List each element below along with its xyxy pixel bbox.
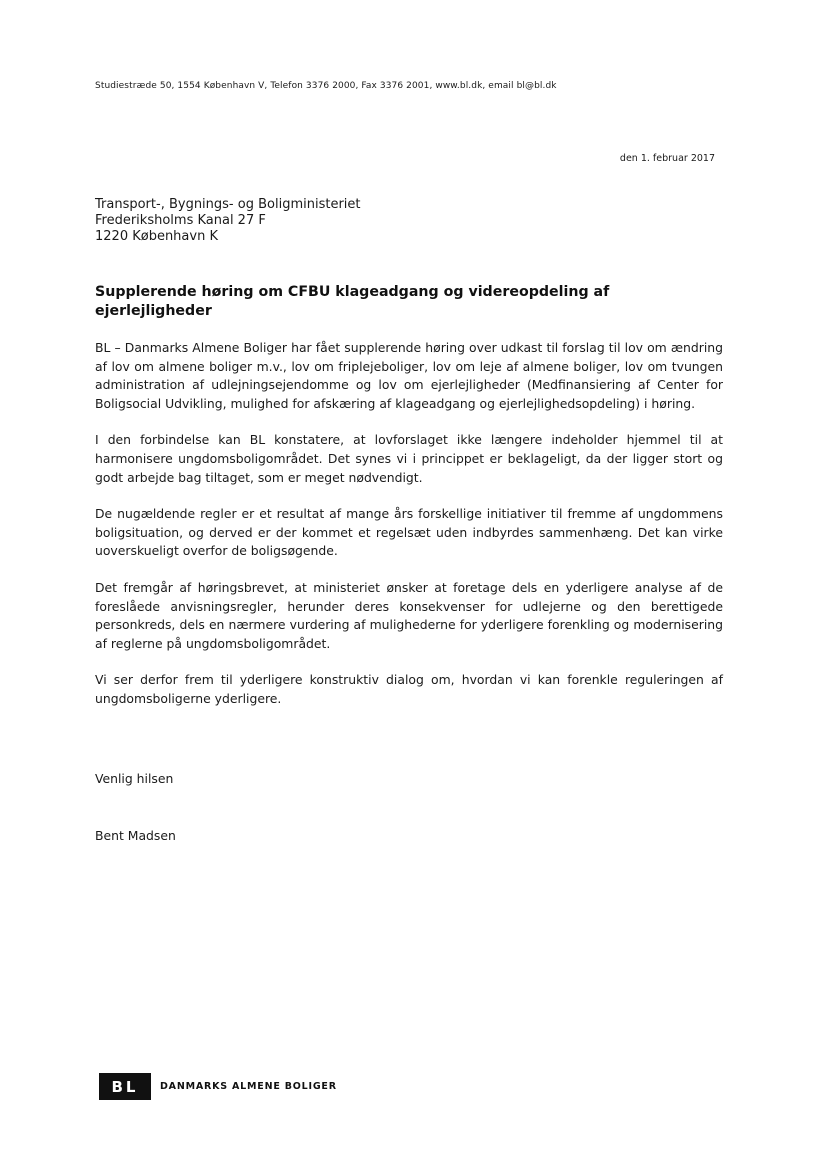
body-paragraph-4: Det fremgår af høringsbrevet, at ministeriet ønsker at foretage dels en yderligere analyse af de foreslåede anvisningsregler, herunder deres konsekvenser for udlejerne og den berettigede personkreds, dels en nærmere vurdering af mulighederne for yderligere forenkling og modernisering af reglerne på ungdomsboligområdet. <box>95 579 723 651</box>
letterhead-address: Studiestræde 50, 1554 København V, Telefon 3376 2000, Fax 3376 2001, www.bl.dk, email bl@bl.dk <box>95 81 557 91</box>
letter-date: den 1. februar 2017 <box>619 153 715 164</box>
body-paragraph-2: I den forbindelse kan BL konstatere, at lovforslaget ikke længere indeholder hjemmel til at harmonisere ungdomsboligområdet. Det synes vi i princippet er beklageligt, da der ligger stort og godt arbejde bag tiltaget, som er meget nødvendigt. <box>95 432 723 485</box>
recipient-line-2: Frederiksholms Kanal 27 F <box>95 213 266 228</box>
letter-subject: Supplerende høring om CFBU klageadgang og videreopdeling af ejerlejligheder <box>95 284 610 319</box>
closing-greeting: Venlig hilsen <box>95 771 174 786</box>
organization-name: DANMARKS ALMENE BOLIGER <box>160 1081 337 1092</box>
signature-name: Bent Madsen <box>95 828 176 843</box>
body-paragraph-1: BL – Danmarks Almene Boliger har fået supplerende høring over udkast til forslag til lov om ændring af lov om almene boliger m.v., lov om friplejeboliger, lov om leje af almene boliger, lov om tvungen administration af udlejningsejendomme og lov om ejerlejligheder (Medfinansiering af Center for Boligsocial Udvikling, mulighed for afskæring af klageadgang og ejerlejlighedsopdeling) i høring. <box>95 340 723 411</box>
footer-logo <box>99 1073 337 1100</box>
recipient-line-1: Transport-, Bygnings- og Boligministeriet <box>95 197 361 212</box>
recipient-address <box>95 197 361 245</box>
body-paragraph-5: Vi ser derfor frem til yderligere konstruktiv dialog om, hvordan vi kan forenkle reguleringen af ungdomsboligerne yderligere. <box>95 672 723 706</box>
letter-body <box>95 339 723 727</box>
recipient-line-3: 1220 København K <box>95 229 218 244</box>
body-paragraph-3: De nugældende regler er et resultat af mange års forskellige initiativer til fremme af ungdommens boligsituation, og derved er der kommet et regelsæt uden indbyrdes sammenhæng. Det kan virke uoverskueligt overfor de boligsøgende. <box>95 506 723 559</box>
bl-logo-mark: BL <box>99 1073 151 1100</box>
